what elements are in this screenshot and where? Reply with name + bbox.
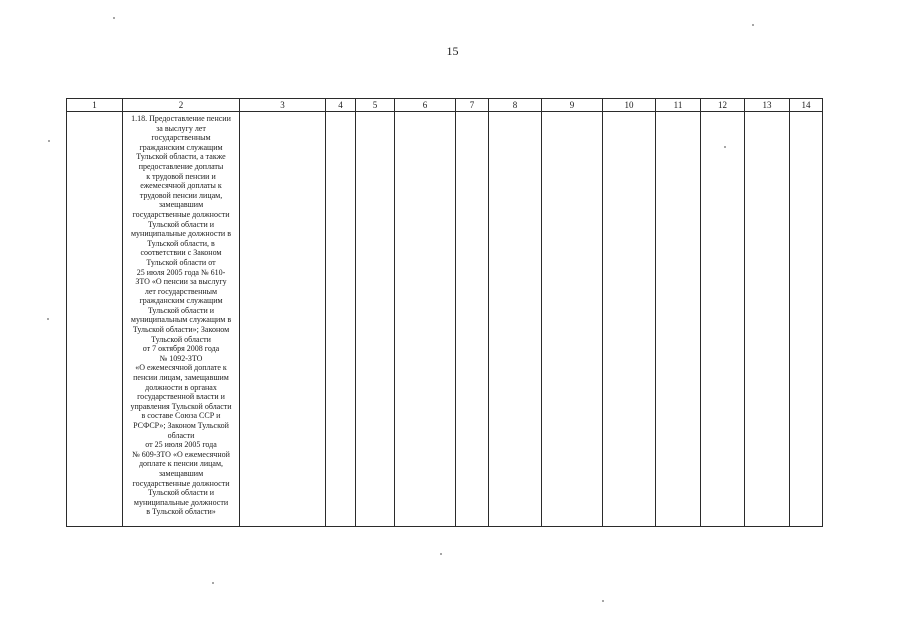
table-cell <box>67 112 123 527</box>
table-cell <box>326 112 356 527</box>
scan-speck <box>47 318 49 320</box>
column-header: 7 <box>456 99 489 112</box>
scan-speck <box>602 600 604 602</box>
service-description: 1.18. Предоставление пенсии за выслугу лет государственным гражданским служащим Тульской области, а также предоставление доплаты к трудовой пенсии и ежемесячной доплаты к трудовой пенсии лицам, замещавшим государственные должности Тульской области и муниципальные должности в Тульской области, в соответствии с Законом Тульской области от 25 июля 2005 года № 610- ЗТО «О пенсии за выслугу лет государственным гражданским служащим Тульской области и муниципальным служащим в Тульской области»; Законом Тульской области от 7 октября 2008 года № 1092-ЗТО «О ежемесячной доплате к пенсии лицам, замещавшим должности в органах государственной власти и управления Тульской области в составе Союза ССР и РСФСР»; Законом Тульской области от 25 июля 2005 года № 609-ЗТО «О ежемесячной доплате к пенсии лицам, замещавшим государственные должности Тульской области и муниципальные должности в Тульской области» <box>130 114 232 517</box>
document-table <box>66 98 823 527</box>
column-header: 9 <box>542 99 603 112</box>
column-header: 1 <box>67 99 123 112</box>
column-header: 13 <box>745 99 790 112</box>
column-header: 10 <box>603 99 656 112</box>
scan-speck <box>440 553 442 555</box>
page-number: 15 <box>446 44 459 58</box>
table-cell <box>240 112 326 527</box>
scan-speck <box>752 24 754 26</box>
table-cell <box>701 112 745 527</box>
table-cell <box>489 112 542 527</box>
table-cell <box>542 112 603 527</box>
scan-speck <box>48 140 50 142</box>
table-row <box>67 112 823 527</box>
column-header: 14 <box>790 99 823 112</box>
table-cell <box>745 112 790 527</box>
column-header: 4 <box>326 99 356 112</box>
table-cell <box>456 112 489 527</box>
column-header: 5 <box>356 99 395 112</box>
table-cell <box>656 112 701 527</box>
column-header: 8 <box>489 99 542 112</box>
column-header: 2 <box>123 99 240 112</box>
table-cell <box>356 112 395 527</box>
table-cell <box>603 112 656 527</box>
scan-speck <box>724 146 726 148</box>
table-cell <box>790 112 823 527</box>
scan-speck <box>212 582 214 584</box>
column-header: 11 <box>656 99 701 112</box>
table-cell <box>395 112 456 527</box>
column-header: 12 <box>701 99 745 112</box>
column-header: 6 <box>395 99 456 112</box>
header-row <box>67 99 823 112</box>
table-cell <box>123 112 240 527</box>
scan-speck <box>113 17 115 19</box>
column-header: 3 <box>240 99 326 112</box>
